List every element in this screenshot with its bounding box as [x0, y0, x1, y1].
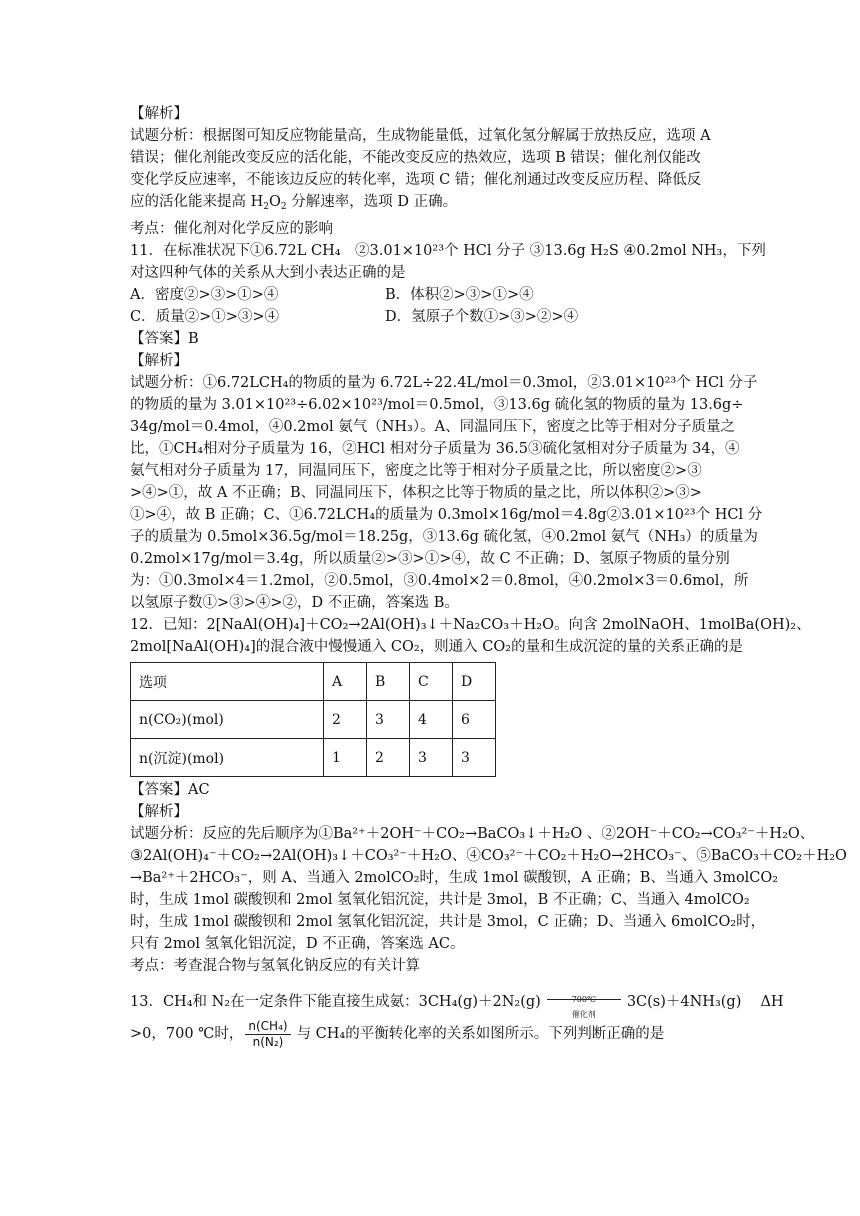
q12-stem: 2mol[NaAl(OH)₄]的混合液中慢慢通入 CO₂，则通入 CO₂的量和生成沉淀的量的关系正确的是 [130, 639, 744, 655]
table-cell: A [324, 663, 367, 701]
table-cell: 4 [410, 701, 453, 739]
q10-analysis-line-4: 应的活化能来提高 $H_2O_2$ 分解速率，选项 D 正确。 [130, 194, 458, 212]
q11-analysis-line: 以氢原子数①>③>④>②，D 不正确，答案选 B。 [130, 595, 459, 611]
reaction-condition-arrow: 700℃ 催化剂 [545, 991, 623, 1013]
q11-analysis-line: 氨气相对分子质量为 17，同温同压下，密度之比等于相对分子质量之比，所以密度②>③ [130, 463, 702, 479]
q13-stem-line-2: >0，700 ℃时， $\frac{\text{n(CH₄)}}{\text{n(N₂)}}$ 与 CH₄的平衡转化率的关系如图所示。下列判断正确的是 [130, 1018, 665, 1049]
q12-stem: 12．已知：2[NaAl(OH)₄]＋CO₂→2Al(OH)₃↓＋Na₂CO₃＋H₂O。向含 2molNaOH、1molBa(OH)₂、 [130, 617, 811, 633]
option-d: D．氢原子个数①>③>②>④ [385, 309, 579, 325]
option-c: C．质量②>①>③>④ [130, 309, 280, 325]
q11-options-row [130, 284, 735, 306]
table-cell: 6 [453, 701, 496, 739]
analysis-tag: 【解析】 [130, 804, 188, 820]
table-cell: n(CO₂)(mol) [131, 701, 324, 739]
q11-analysis-line: 为：①0.3mol×4＝1.2mol，②0.5mol，③0.4mol×2＝0.8mol，④0.2mol×3＝0.6mol，所 [130, 573, 749, 589]
table-cell: B [367, 663, 410, 701]
analysis-tag: 【解析】 [130, 353, 188, 369]
q11-analysis-line: 34g/mol＝0.4mol，④0.2mol 氨气（NH₃）。A、同温同压下，密度之比等于相对分子质量之 [130, 419, 736, 435]
kaodian-line: 考点：催化剂对化学反应的影响 [130, 221, 333, 237]
table-cell: 1 [324, 739, 367, 777]
q11-analysis-line: 子的质量为 0.5mol×36.5g/mol＝18.25g，③13.6g 硫化氢，④0.2mol 氨气（NH₃）的质量为 [130, 529, 758, 545]
table-row [131, 701, 496, 739]
document-page [130, 103, 847, 1051]
q10-analysis-line: 变化学反应速率，不能该边反应的转化率，选项 C 错；催化剂通过改变反应历程、降低反 [130, 172, 702, 188]
q11-analysis-line: 0.2mol×17g/mol＝3.4g，所以质量②>③>①>④，故 C 不正确；D、氢原子物质的量分别 [130, 551, 730, 567]
table-cell: n(沉淀)(mol) [131, 739, 324, 777]
q12-analysis-line: 时，生成 1mol 碳酸钡和 2mol 氢氧化铝沉淀，共计是 3mol，B 不正确；C、当通入 4molCO₂ [130, 892, 750, 908]
table-cell: 3 [453, 739, 496, 777]
table-cell: 2 [324, 701, 367, 739]
q12-analysis-line: ③2Al(OH)₄⁻＋CO₂→2Al(OH)₃↓＋CO₃²⁻＋H₂O、④CO₃²⁻＋CO₂＋H₂O→2HCO₃⁻、⑤BaCO₃＋CO₂＋H₂O [130, 848, 847, 864]
table-cell: 3 [367, 701, 410, 739]
q11-analysis-line: ①>④，故 B 正确；C、①6.72LCH₄的质量为 0.3mol×16g/mol＝4.8g②3.01×10²³个 HCl 分 [130, 507, 763, 523]
table-cell: D [453, 663, 496, 701]
q11-analysis-line: 比，①CH₄相对分子质量为 16，②HCl 相对分子质量为 36.5③硫化氢相对分子质量为 34，④ [130, 441, 740, 457]
q12-analysis-line: 时，生成 1mol 碳酸钡和 2mol 氢氧化铝沉淀，共计是 3mol，C 正确；D、当通入 6molCO₂时， [130, 914, 766, 930]
analysis-tag: 【解析】 [130, 106, 188, 122]
kaodian-line: 考点：考查混合物与氢氧化钠反应的有关计算 [130, 958, 420, 974]
q11-stem: 对这四种气体的关系从大到小表达正确的是 [130, 265, 406, 281]
q10-analysis-line: 错误；催化剂能改变反应的活化能，不能改变反应的热效应，选项 B 错误；催化剂仅能改 [130, 150, 701, 166]
q13-stem-line-1: 13．CH₄和 N₂在一定条件下能直接生成氨：3CH₄(g)＋2N₂(g) 700℃ 催化剂 3C(s)＋4NH₃(g) ΔH [130, 987, 735, 1017]
table-header-row [131, 663, 496, 701]
q11-options-row [130, 306, 735, 328]
option-b: B．体积②>③>①>④ [385, 287, 534, 303]
q11-analysis-line: 的物质的量为 3.01×10²³÷6.02×10²³/mol＝0.5mol，③13.6g 硫化氢的物质的量为 13.6g÷ [130, 397, 744, 413]
q11-analysis-line: 试题分析：①6.72LCH₄的物质的量为 6.72L÷22.4L/mol＝0.3mol，②3.01×10²³个 HCl 分子 [130, 375, 758, 391]
table-cell: 2 [367, 739, 410, 777]
q11-stem: 11．在标准状况下①6.72L CH₄ ②3.01×10²³个 HCl 分子 ③13.6g H₂S ④0.2mol NH₃，下列 [130, 243, 766, 259]
q10-analysis-line: 试题分析：根据图可知反应物能量高，生成物能量低，过氧化氢分解属于放热反应，选项 A [130, 128, 711, 144]
ratio-fraction: $\frac{\text{n(CH₄)}}{\text{n(N₂)}}$ [245, 1019, 290, 1050]
q12-options-table [130, 662, 496, 777]
option-a: A．密度②>③>①>④ [130, 287, 279, 303]
table-cell: 3 [410, 739, 453, 777]
q12-analysis-line: 只有 2mol 氢氧化铝沉淀，D 不正确，答案选 AC。 [130, 936, 465, 952]
answer-tag: 【答案】AC [130, 782, 210, 798]
q12-analysis-line: →Ba²⁺＋2HCO₃⁻，则 A、当通入 2molCO₂时，生成 1mol 碳酸钡，A 正确；B、当通入 3molCO₂ [130, 870, 779, 886]
q12-analysis-line: 试题分析：反应的先后顺序为①Ba²⁺＋2OH⁻＋CO₂→BaCO₃↓＋H₂O 、②2OH⁻＋CO₂→CO₃²⁻＋H₂O、 [130, 826, 815, 842]
answer-tag: 【答案】B [130, 331, 199, 347]
table-cell: 选项 [131, 663, 324, 701]
table-row [131, 739, 496, 777]
table-cell: C [410, 663, 453, 701]
q11-analysis-line: >④>①，故 A 不正确；B、同温同压下，体积之比等于物质的量之比，所以体积②>③> [130, 485, 702, 501]
